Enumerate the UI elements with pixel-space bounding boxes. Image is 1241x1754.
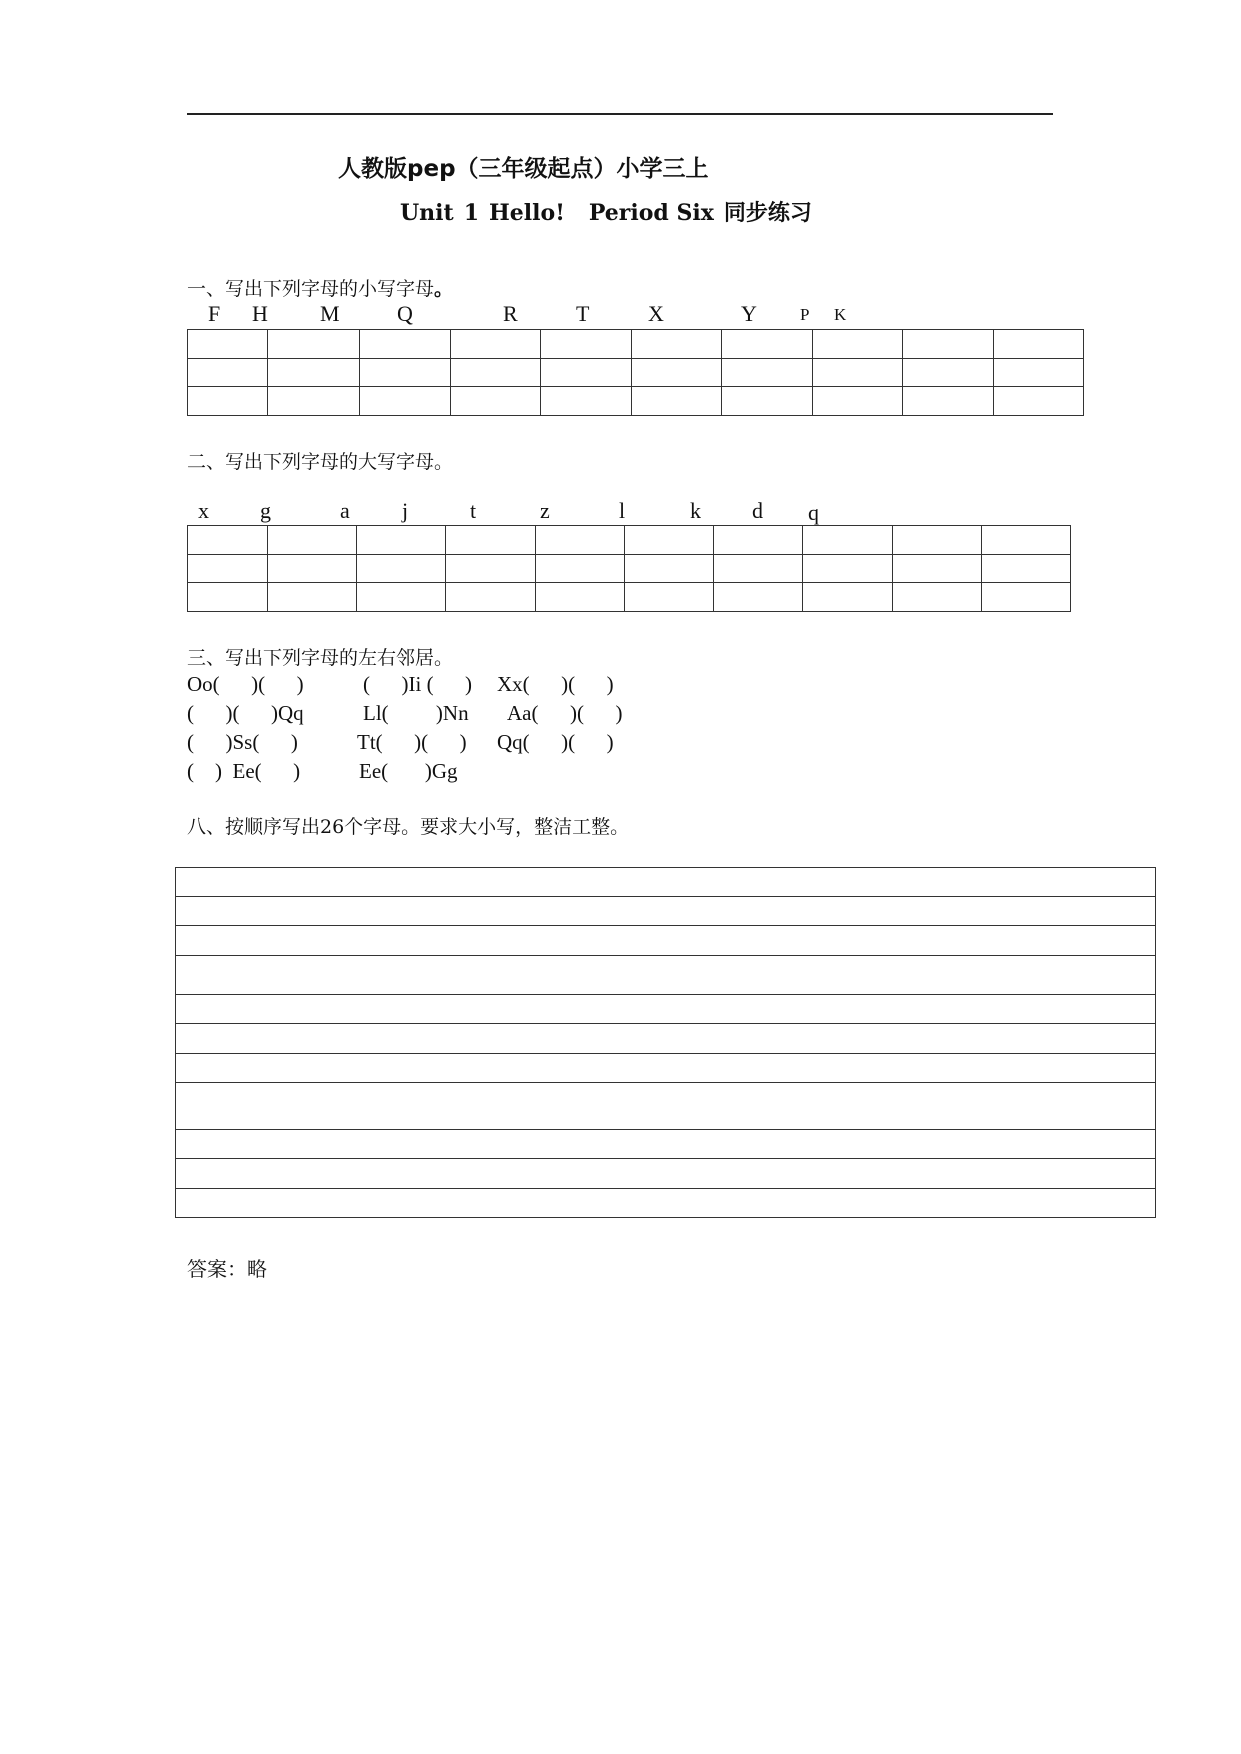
neighbor-item[interactable]: ( )Ss( ) [187,730,298,754]
answer-cell[interactable] [541,358,632,387]
writing-line[interactable] [176,868,1156,897]
writing-line[interactable] [176,1083,1156,1130]
writing-line[interactable] [176,1159,1156,1189]
writing-line[interactable] [176,1130,1156,1159]
neighbor-item[interactable]: ( )( )Qq [187,701,304,725]
answer-cell[interactable] [993,330,1084,359]
neighbor-row [187,699,623,728]
answer-cell[interactable] [803,554,892,583]
answer-cell[interactable] [892,526,981,555]
answer-cell[interactable] [714,526,803,555]
section1-letter: F [208,301,221,326]
answer-cell[interactable] [446,583,535,612]
answer-cell[interactable] [357,583,446,612]
writing-line[interactable] [176,995,1156,1024]
section2-letter: j [402,498,409,523]
answer-cell[interactable] [188,554,268,583]
answer-cell[interactable] [541,330,632,359]
section2-letter: l [619,498,626,523]
writing-line[interactable] [176,1024,1156,1054]
section2-letter: a [340,498,350,523]
header-rule [187,113,1053,115]
answer-cell[interactable] [722,358,813,387]
section3-heading: 三、写出下列字母的左右邻居。 [187,647,454,669]
answer-cell[interactable] [188,387,268,416]
answer-cell[interactable] [631,358,722,387]
neighbor-item[interactable]: Qq( )( ) [497,730,614,754]
writing-line[interactable] [176,1189,1156,1218]
neighbor-item[interactable]: ( ) Ee( ) [187,759,301,783]
answer-cell[interactable] [357,554,446,583]
answer-cell[interactable] [268,330,360,359]
answer-cell[interactable] [624,554,713,583]
answer-cell[interactable] [803,526,892,555]
answer-cell[interactable] [268,526,357,555]
neighbor-row [187,757,458,786]
neighbor-item[interactable]: Ee( )Gg [359,759,458,783]
neighbor-item[interactable]: Tt( )( ) [357,730,467,754]
period-label: Period Six [588,200,714,226]
answer-cell[interactable] [892,554,981,583]
answer-cell[interactable] [188,526,268,555]
answer-cell[interactable] [803,583,892,612]
answer-cell[interactable] [993,358,1084,387]
answer-cell[interactable] [714,554,803,583]
document-subtitle [400,196,812,227]
neighbor-item[interactable]: Ll( )Nn [363,701,469,725]
answer-cell[interactable] [892,583,981,612]
subtitle-label: 同步练习 [723,201,812,226]
answer-note: 答案：略 [187,1257,267,1281]
neighbor-item[interactable]: ( )Ii ( ) [363,672,473,696]
answer-cell[interactable] [446,526,535,555]
section1-letter: T [576,301,590,326]
answer-cell[interactable] [188,330,268,359]
neighbor-item[interactable]: Aa( )( ) [507,701,623,725]
answer-cell[interactable] [188,358,268,387]
section2-letter: q [808,500,819,525]
section1-heading [187,274,453,301]
answer-cell[interactable] [360,330,451,359]
writing-line[interactable] [176,926,1156,956]
section1-letter: R [503,301,518,326]
section1-letter: Y [741,301,757,326]
writing-line[interactable] [176,897,1156,926]
answer-cell[interactable] [268,583,357,612]
answer-cell[interactable] [360,358,451,387]
section2-answer-grid [187,525,1071,612]
answer-cell[interactable] [541,387,632,416]
section1-letter: X [648,301,664,326]
answer-cell[interactable] [450,387,541,416]
answer-cell[interactable] [903,387,994,416]
unit-label: Unit [400,200,454,226]
document-title: 人教版pep（三年级起点）小学三上 [338,156,709,182]
answer-cell[interactable] [714,583,803,612]
answer-cell[interactable] [535,583,624,612]
answer-cell[interactable] [722,330,813,359]
answer-cell[interactable] [981,554,1070,583]
alphabet-writing-lines [175,867,1156,1218]
answer-cell[interactable] [535,554,624,583]
section8-heading: 八、按顺序写出26个字母。要求大小写，整洁工整。 [187,816,630,838]
section2-letter: g [260,498,271,523]
answer-cell[interactable] [812,387,903,416]
section1-letter: Q [397,301,413,326]
neighbor-exercises [187,670,623,786]
neighbor-row [187,670,614,699]
section2-heading: 二、写出下列字母的大写字母。 [187,451,454,473]
answer-cell[interactable] [446,554,535,583]
answer-cell[interactable] [993,387,1084,416]
section2-letter: x [198,498,209,523]
answer-cell[interactable] [357,526,446,555]
answer-cell[interactable] [812,330,903,359]
answer-cell[interactable] [188,583,268,612]
neighbor-item[interactable]: Oo( )( ) [187,672,304,696]
answer-cell[interactable] [268,358,360,387]
writing-line[interactable] [176,1054,1156,1083]
answer-cell[interactable] [812,358,903,387]
writing-line[interactable] [176,956,1156,995]
section1-letter: H [252,301,268,326]
answer-cell[interactable] [535,526,624,555]
section2-letter: k [690,498,701,523]
answer-cell[interactable] [450,358,541,387]
answer-cell[interactable] [450,330,541,359]
answer-cell[interactable] [903,358,994,387]
section1-letter: M [320,301,340,326]
answer-cell[interactable] [624,526,713,555]
answer-cell[interactable] [631,387,722,416]
section1-heading-text: 一、写出下列字母的小写字母 [187,278,435,300]
section2-letter: t [470,498,477,523]
section1-letter: P [800,305,810,324]
answer-cell[interactable] [624,583,713,612]
answer-cell[interactable] [981,526,1070,555]
answer-cell[interactable] [268,554,357,583]
neighbor-item[interactable]: Xx( )( ) [497,672,614,696]
section2-letter: d [752,498,763,523]
answer-cell[interactable] [903,330,994,359]
answer-cell[interactable] [360,387,451,416]
neighbor-row [187,728,614,757]
section1-letter: K [834,305,847,324]
section1-heading-mark: 。 [434,278,454,300]
unit-number: 1 [463,200,480,226]
section2-letter: z [540,498,550,523]
answer-cell[interactable] [631,330,722,359]
section1-answer-grid [187,329,1084,416]
answer-cell[interactable] [268,387,360,416]
unit-name: Hello! [489,200,565,226]
answer-cell[interactable] [981,583,1070,612]
answer-cell[interactable] [722,387,813,416]
